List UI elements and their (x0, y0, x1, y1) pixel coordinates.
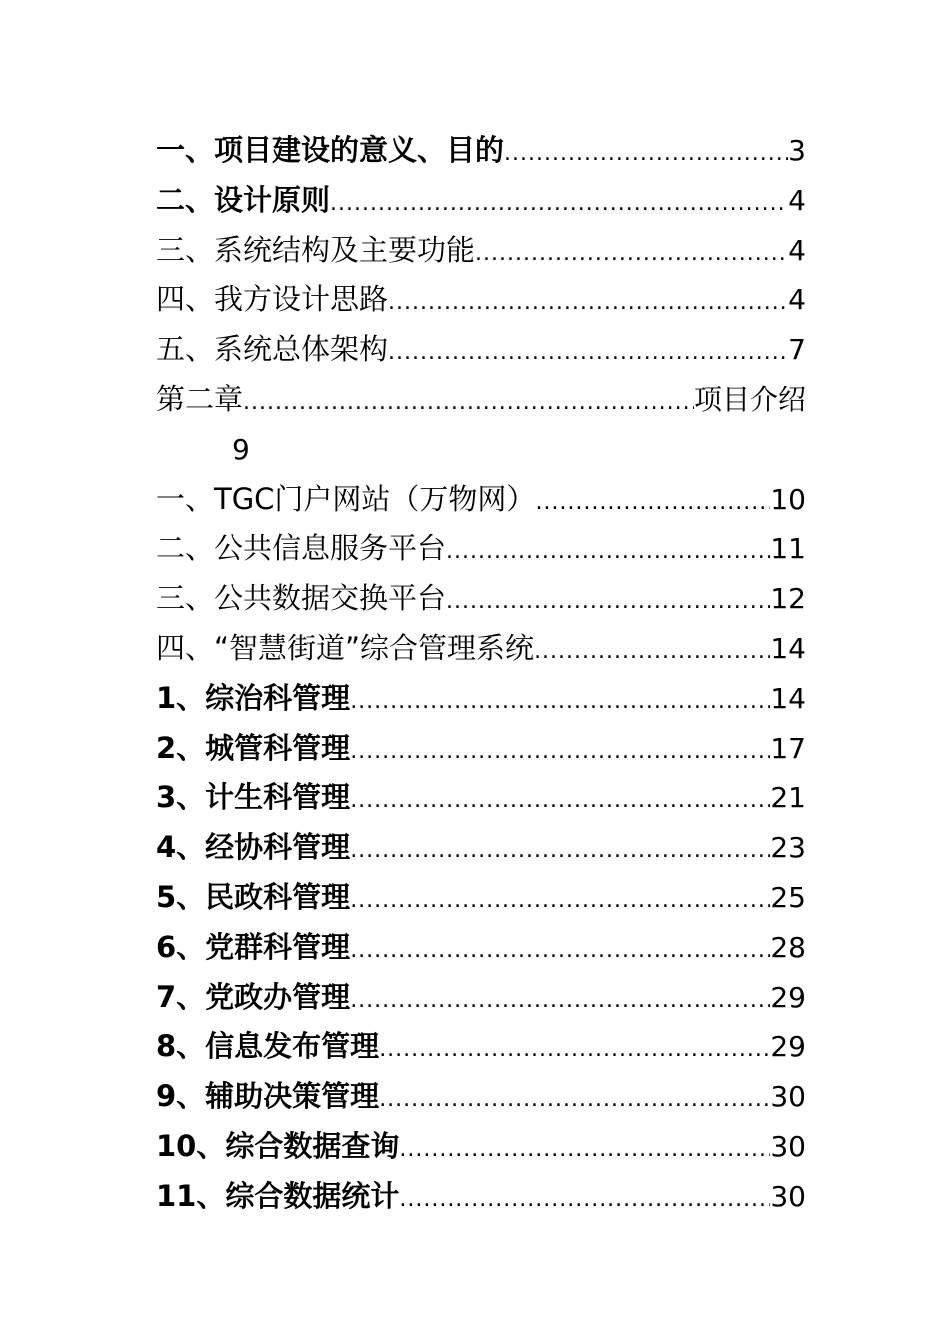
toc-entry-title: 11、综合数据统计 (156, 1178, 400, 1213)
toc-entry-title: 二、设计原则 (156, 182, 331, 217)
toc-entry[interactable] (156, 873, 806, 923)
toc-page-number: 17 (770, 731, 806, 765)
toc-entry[interactable] (156, 1072, 806, 1122)
toc-page-number: 23 (770, 831, 806, 865)
toc-page-number: 14 (770, 681, 806, 715)
toc-entry[interactable] (156, 773, 806, 823)
toc-leader-dots (350, 876, 770, 926)
toc-page-number: 30 (770, 1179, 806, 1213)
toc-entry-title: 6、党群科管理 (156, 929, 351, 964)
toc-entry-title: 四、“智慧街道”综合管理系统 (156, 630, 535, 665)
toc-leader-dots (446, 527, 770, 577)
toc-leader-dots (350, 727, 770, 777)
toc-leader-dots (399, 1175, 770, 1225)
toc-page-number: 14 (770, 631, 806, 665)
toc-entry[interactable] (156, 275, 806, 325)
toc-entry[interactable] (156, 973, 806, 1023)
toc-entry[interactable] (156, 524, 806, 574)
toc-entry-chapter-two[interactable] (156, 375, 806, 425)
toc-page-number: 4 (788, 283, 806, 317)
toc-leader-dots (350, 776, 770, 826)
toc-entry[interactable] (156, 624, 806, 674)
toc-page-number: 4 (788, 233, 806, 267)
toc-entry-title: 2、城管科管理 (156, 730, 351, 765)
toc-leader-dots (504, 129, 788, 179)
toc-entry[interactable] (156, 1122, 806, 1172)
toc-page-number: 11 (770, 532, 806, 566)
toc-leader-dots (350, 826, 770, 876)
toc-entry[interactable] (156, 176, 806, 226)
toc-entry[interactable] (156, 674, 806, 724)
toc-leader-dots (388, 278, 788, 328)
toc-leader-dots (330, 179, 788, 229)
toc-entry-title: 三、系统结构及主要功能 (156, 232, 476, 267)
toc-entry-title: 5、民政科管理 (156, 879, 351, 914)
toc-page-number: 7 (788, 333, 806, 367)
toc-entry[interactable] (156, 823, 806, 873)
toc-entry[interactable] (156, 325, 806, 375)
toc-entry[interactable] (156, 724, 806, 774)
toc-entry-title: 9、辅助决策管理 (156, 1079, 380, 1114)
toc-leader-dots (446, 577, 770, 627)
toc-leader-dots (379, 1025, 770, 1075)
toc-entry-title: 3、计生科管理 (156, 780, 351, 815)
toc-entry[interactable] (156, 923, 806, 973)
toc-entry[interactable] (156, 475, 806, 525)
toc-leader-dots (399, 1125, 770, 1175)
toc-leader-dots (350, 926, 770, 976)
toc-leader-dots (388, 328, 788, 378)
toc-leader-dots (350, 976, 770, 1026)
toc-leader-dots (350, 677, 770, 727)
toc-page-number: 30 (770, 1129, 806, 1163)
toc-page-number: 29 (770, 980, 806, 1014)
toc-entry[interactable] (156, 126, 806, 176)
toc-leader-dots (535, 478, 770, 528)
toc-entry-title: 二、公共信息服务平台 (156, 531, 447, 566)
toc-leader-dots (243, 378, 694, 428)
toc-leader-dots (475, 229, 788, 279)
toc-leader-dots (379, 1075, 770, 1125)
toc-page-number: 4 (788, 183, 806, 217)
toc-page-number: 21 (770, 781, 806, 815)
toc-page-number: 29 (770, 1030, 806, 1064)
toc-entry-title: 1、综治科管理 (156, 680, 351, 715)
toc-entry-title: 一、项目建设的意义、目的 (156, 133, 505, 167)
toc-entry-title: 三、公共数据交换平台 (156, 581, 447, 616)
toc-chapter-heading: 项目介绍 (693, 382, 806, 416)
toc-page-number-wrapped: 9 (232, 432, 250, 466)
toc-entry-title: 4、经协科管理 (156, 830, 351, 865)
toc-entry[interactable] (156, 574, 806, 624)
toc-page-number: 30 (770, 1080, 806, 1114)
toc-entry[interactable] (156, 226, 806, 276)
toc-page-number: 25 (770, 880, 806, 914)
toc-page-number: 3 (788, 134, 806, 167)
toc-entry-title: 一、TGC门户网站（万物网） (156, 481, 536, 516)
toc-leader-dots (534, 627, 770, 677)
toc-page-number: 12 (770, 582, 806, 616)
toc-entry-title: 五、系统总体架构 (156, 332, 389, 367)
toc-entry-title: 四、我方设计思路 (156, 282, 389, 317)
toc-entry[interactable] (156, 1172, 806, 1222)
toc-page-number: 28 (770, 930, 806, 964)
toc-page-number: 10 (770, 482, 806, 516)
toc-entry-title: 7、党政办管理 (156, 979, 351, 1014)
toc-entry[interactable] (156, 1022, 806, 1072)
toc-entry-title: 8、信息发布管理 (156, 1029, 380, 1064)
toc-entry-title: 第二章 (156, 381, 244, 416)
toc-entry-title: 10、综合数据查询 (156, 1128, 400, 1163)
table-of-contents (156, 126, 806, 1222)
